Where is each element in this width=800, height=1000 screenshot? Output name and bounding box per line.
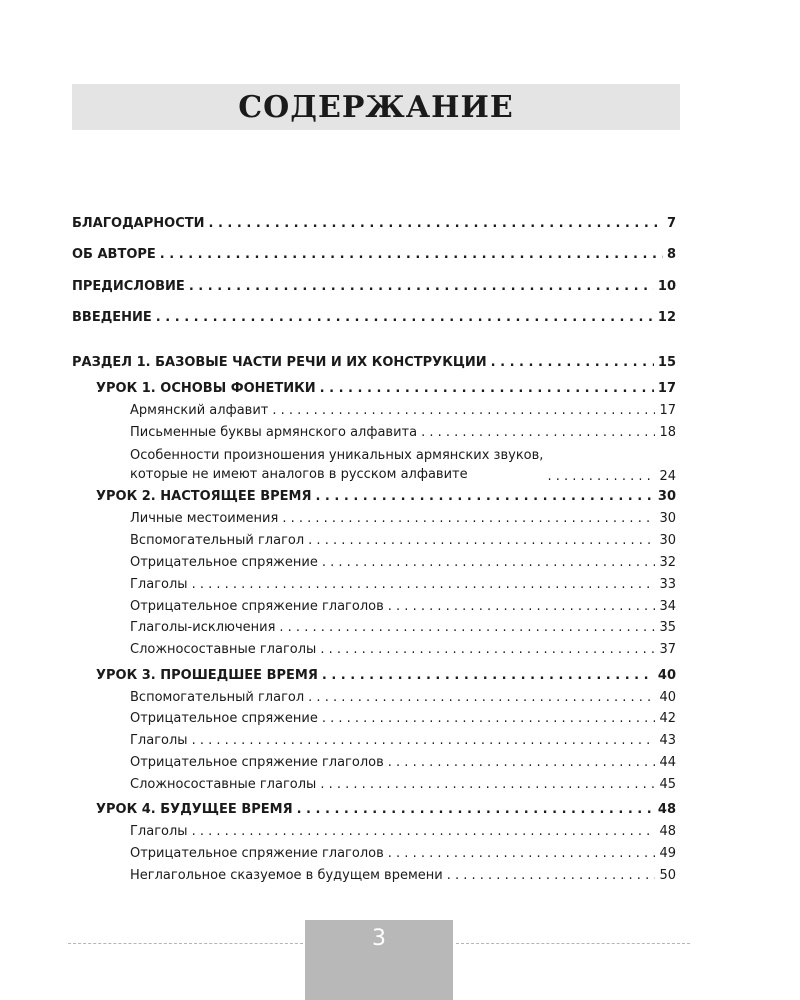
toc-entry-page: 42	[659, 711, 676, 726]
toc-entry-page: 40	[659, 690, 676, 705]
toc-subentry[interactable]	[130, 846, 676, 861]
footer-divider-right	[456, 943, 690, 944]
toc-subentry[interactable]	[130, 511, 676, 526]
toc-entry-label: Армянский алфавит	[130, 403, 269, 418]
leader-dots	[388, 846, 656, 861]
toc-entry-page: 48	[657, 802, 676, 817]
toc-subentry[interactable]	[130, 777, 676, 792]
page-number-tab	[305, 920, 453, 1000]
toc-entry-page: 40	[657, 668, 676, 683]
leader-dots	[156, 310, 654, 325]
toc-entry-label: Письменные буквы армянского алфавита	[130, 425, 418, 440]
toc-entry[interactable]	[72, 310, 676, 325]
toc-entry-page: 17	[657, 381, 676, 396]
toc-entry-page: 17	[659, 403, 676, 418]
footer-divider-left	[68, 943, 303, 944]
toc-entry-label: Отрицательное спряжение глаголов	[130, 755, 384, 770]
leader-dots	[320, 642, 655, 657]
toc-subentry[interactable]	[130, 599, 676, 614]
toc-entry-label: Неглагольное сказуемое в будущем времени	[130, 868, 443, 883]
leader-dots	[322, 668, 654, 683]
toc-entry-page: 50	[659, 868, 676, 883]
toc-entry-label: Особенности произношения уникальных армянских звуков, которые не имеют аналогов в русском алфавите	[130, 448, 544, 482]
toc-entry[interactable]	[72, 247, 676, 262]
toc-entry-label: Вспомогательный глагол	[130, 533, 305, 548]
leader-dots	[192, 733, 656, 748]
toc-lesson[interactable]	[96, 489, 676, 504]
toc-subentry[interactable]	[130, 824, 676, 839]
toc-entry-page: 32	[659, 555, 676, 570]
toc-entry-label: Глаголы-исключения	[130, 620, 276, 635]
page-number: 3	[372, 926, 386, 951]
leader-dots	[282, 511, 655, 526]
toc-entry-label: УРОК 2. НАСТОЯЩЕЕ ВРЕМЯ	[96, 489, 312, 504]
title-bar	[72, 84, 680, 130]
leader-dots	[547, 469, 655, 484]
toc-subentry[interactable]	[130, 620, 676, 635]
leader-dots	[297, 802, 654, 817]
toc-entry-page: 49	[659, 846, 676, 861]
toc-subentry[interactable]	[130, 711, 676, 726]
toc-entry-label: Личные местоимения	[130, 511, 279, 526]
toc-entry-page: 30	[657, 489, 676, 504]
toc-subentry[interactable]	[130, 690, 676, 705]
toc-entry-page: 37	[659, 642, 676, 657]
leader-dots	[192, 577, 656, 592]
toc-entry-page: 44	[659, 755, 676, 770]
toc-entry-label: ОБ АВТОРЕ	[72, 247, 156, 262]
leader-dots	[320, 777, 655, 792]
toc-entry-label: Глаголы	[130, 733, 188, 748]
leader-dots	[491, 355, 654, 370]
toc-entry-page: 10	[657, 279, 676, 294]
toc-subentry[interactable]	[130, 446, 676, 484]
leader-dots	[388, 755, 656, 770]
toc-entry-page: 30	[659, 533, 676, 548]
toc-entry-label: ПРЕДИСЛОВИЕ	[72, 279, 185, 294]
toc-entry-label: УРОК 4. БУДУЩЕЕ ВРЕМЯ	[96, 802, 293, 817]
toc-entry[interactable]	[72, 279, 676, 294]
leader-dots	[421, 425, 655, 440]
toc-entry-page: 48	[659, 824, 676, 839]
leader-dots	[320, 381, 654, 396]
toc-entry-label: Глаголы	[130, 577, 188, 592]
toc-section[interactable]	[72, 355, 676, 370]
toc-entry-label: Сложносоставные глаголы	[130, 777, 317, 792]
leader-dots	[189, 279, 654, 294]
toc-entry-label: БЛАГОДАРНОСТИ	[72, 216, 205, 231]
toc-entry-page: 12	[657, 310, 676, 325]
toc-subentry[interactable]	[130, 425, 676, 440]
toc-lesson[interactable]	[96, 668, 676, 683]
toc-entry-page: 7	[666, 216, 676, 231]
toc-subentry[interactable]	[130, 642, 676, 657]
toc-entry-label: РАЗДЕЛ 1. БАЗОВЫЕ ЧАСТИ РЕЧИ И ИХ КОНСТРУКЦИИ	[72, 355, 487, 370]
leader-dots	[279, 620, 655, 635]
leader-dots	[209, 216, 663, 231]
toc-entry-page: 15	[657, 355, 676, 370]
toc-entry-label: Отрицательное спряжение глаголов	[130, 599, 384, 614]
toc-entry-label: УРОК 1. ОСНОВЫ ФОНЕТИКИ	[96, 381, 316, 396]
leader-dots	[272, 403, 655, 418]
leader-dots	[447, 868, 656, 883]
leader-dots	[308, 533, 655, 548]
toc-entry-page: 43	[659, 733, 676, 748]
leader-dots	[315, 489, 653, 504]
toc-entry-label: Отрицательное спряжение глаголов	[130, 846, 384, 861]
leader-dots	[192, 824, 656, 839]
toc-entry[interactable]	[72, 216, 676, 231]
leader-dots	[308, 690, 655, 705]
toc-subentry[interactable]	[130, 555, 676, 570]
toc-subentry[interactable]	[130, 733, 676, 748]
page-title: СОДЕРЖАНИЕ	[238, 89, 514, 125]
toc-entry-page: 33	[659, 577, 676, 592]
toc-entry-page: 24	[659, 469, 676, 484]
toc-subentry[interactable]	[130, 577, 676, 592]
toc-entry-page: 8	[666, 247, 676, 262]
toc-entry-page: 18	[659, 425, 676, 440]
toc-lesson[interactable]	[96, 381, 676, 396]
leader-dots	[322, 711, 656, 726]
toc-entry-label: Отрицательное спряжение	[130, 555, 318, 570]
toc-entry-page: 30	[659, 511, 676, 526]
toc-entry-label: ВВЕДЕНИЕ	[72, 310, 152, 325]
toc-entry-page: 45	[659, 777, 676, 792]
toc-entry-label: Отрицательное спряжение	[130, 711, 318, 726]
toc-entry-label: Сложносоставные глаголы	[130, 642, 317, 657]
toc-entry-label: УРОК 3. ПРОШЕДШЕЕ ВРЕМЯ	[96, 668, 318, 683]
toc-subentry[interactable]	[130, 755, 676, 770]
toc-entry-label: Глаголы	[130, 824, 188, 839]
toc-subentry[interactable]	[130, 868, 676, 883]
toc-subentry[interactable]	[130, 403, 676, 418]
toc-entry-page: 35	[659, 620, 676, 635]
leader-dots	[160, 247, 663, 262]
toc-subentry[interactable]	[130, 533, 676, 548]
toc-lesson[interactable]	[96, 802, 676, 817]
toc-entry-label: Вспомогательный глагол	[130, 690, 305, 705]
leader-dots	[388, 599, 656, 614]
leader-dots	[322, 555, 656, 570]
toc-entry-page: 34	[659, 599, 676, 614]
